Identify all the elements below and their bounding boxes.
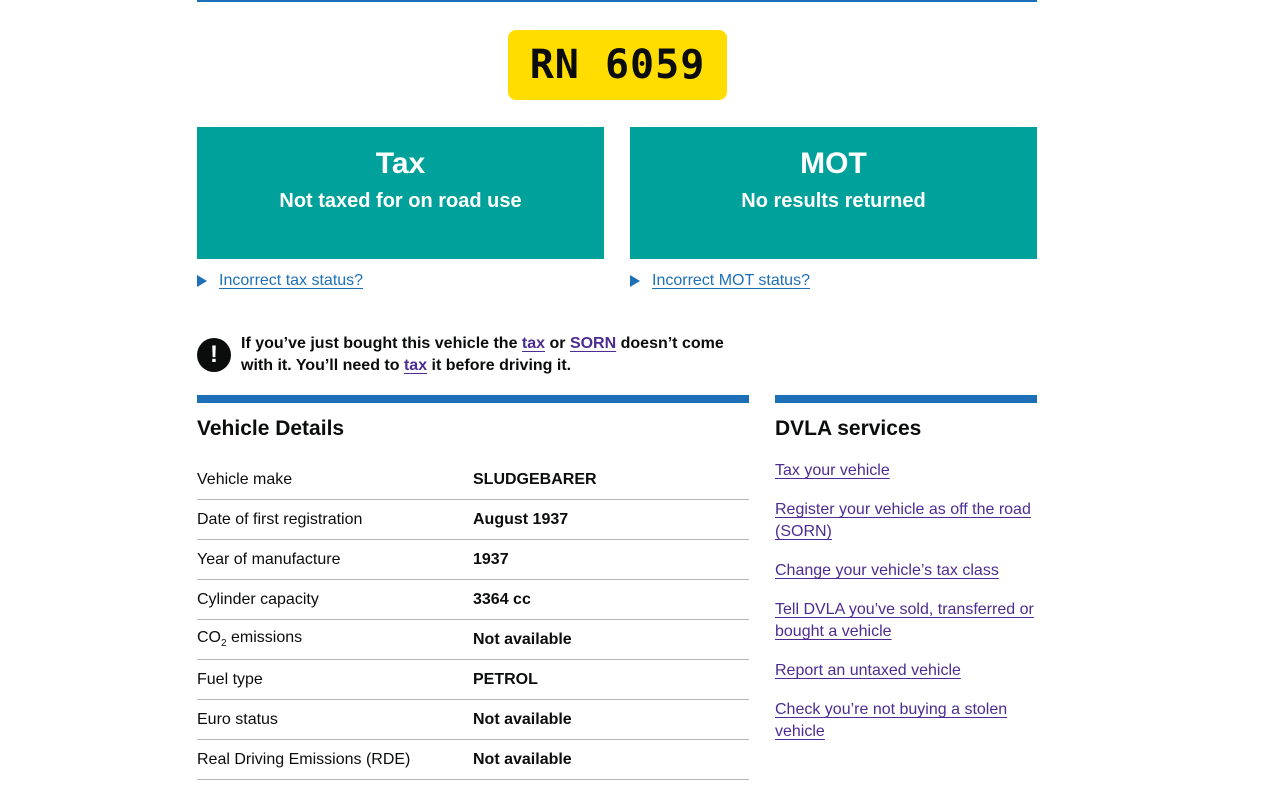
detail-row-euro-status	[197, 700, 749, 740]
detail-row-fuel-type	[197, 660, 749, 700]
incorrect-mot-status-link[interactable]: Incorrect MOT status?	[652, 272, 810, 289]
tax-status-panel	[197, 127, 604, 259]
mot-status-title: MOT	[800, 147, 867, 180]
registration-plate: RN 6059	[508, 30, 727, 100]
service-item	[775, 660, 1040, 682]
service-item	[775, 499, 1040, 543]
top-rule	[197, 0, 1037, 2]
detail-row-year-of-manufacture	[197, 540, 749, 580]
vehicle-details-rule	[197, 395, 749, 403]
check-stolen-link[interactable]: Check you’re not buying a stolen vehicle	[775, 701, 1008, 740]
detail-row-cylinder-capacity	[197, 580, 749, 620]
dvla-services-list	[775, 460, 1040, 760]
co2-key-subscript: 2	[221, 638, 227, 650]
dvla-services-rule	[775, 395, 1037, 403]
detail-key: Date of first registration	[197, 510, 363, 528]
co2-key-suffix: emissions	[226, 629, 303, 647]
warning-text	[241, 333, 757, 377]
disclosure-triangle-icon	[630, 275, 640, 287]
warning-callout	[197, 333, 757, 377]
vehicle-details-heading: Vehicle Details	[197, 417, 345, 440]
detail-key: Vehicle make	[197, 470, 293, 488]
incorrect-tax-details[interactable]	[197, 272, 363, 290]
service-item	[775, 460, 1040, 482]
detail-key: Real Driving Emissions (RDE)	[197, 750, 411, 768]
detail-value: Not available	[473, 630, 572, 648]
tax-link[interactable]: tax	[521, 335, 546, 352]
mot-status-text: No results returned	[741, 190, 926, 212]
warning-text-part: or	[545, 335, 570, 352]
detail-value: Not available	[473, 710, 572, 728]
detail-value: 1937	[473, 550, 509, 568]
disclosure-triangle-icon	[197, 275, 207, 287]
service-item	[775, 560, 1040, 582]
service-item	[775, 699, 1040, 743]
warning-text-part: doesn’t come with it. You’ll need to	[241, 335, 724, 374]
register-sorn-link[interactable]: Register your vehicle as off the road (SORN)	[775, 501, 1031, 540]
detail-value: August 1937	[473, 510, 569, 528]
tell-dvla-sold-link[interactable]: Tell DVLA you’ve sold, transferred or bought a vehicle	[775, 601, 1034, 640]
detail-key: Euro status	[197, 710, 278, 728]
detail-key: Year of manufacture	[197, 550, 341, 568]
tax-link-2[interactable]: tax	[403, 357, 428, 374]
detail-value: SLUDGEBARER	[473, 470, 597, 488]
tax-your-vehicle-link[interactable]: Tax your vehicle	[775, 462, 890, 479]
incorrect-mot-details[interactable]	[630, 272, 810, 290]
tax-status-title: Tax	[375, 147, 426, 180]
warning-text-part: If you’ve just bought this vehicle the	[241, 335, 522, 352]
mot-status-panel	[630, 127, 1037, 259]
incorrect-tax-status-link[interactable]: Incorrect tax status?	[219, 272, 364, 289]
detail-value: 3364 cc	[473, 590, 531, 608]
detail-row-co2-emissions	[197, 620, 749, 660]
change-tax-class-link[interactable]: Change your vehicle’s tax class	[775, 562, 999, 579]
detail-row-first-registration	[197, 500, 749, 540]
vehicle-details-list	[197, 460, 749, 780]
detail-row-vehicle-make	[197, 460, 749, 500]
detail-key: Cylinder capacity	[197, 590, 319, 608]
detail-value: PETROL	[473, 670, 538, 688]
report-untaxed-link[interactable]: Report an untaxed vehicle	[775, 662, 961, 679]
detail-key: Fuel type	[197, 670, 263, 688]
detail-key	[197, 629, 473, 649]
detail-value: Not available	[473, 750, 572, 768]
sorn-link[interactable]: SORN	[569, 335, 617, 352]
detail-row-rde	[197, 740, 749, 780]
dvla-services-heading: DVLA services	[775, 417, 922, 440]
tax-status-text: Not taxed for on road use	[279, 190, 522, 212]
warning-icon: !	[197, 338, 231, 372]
service-item	[775, 599, 1040, 643]
warning-text-part: it before driving it.	[427, 357, 572, 374]
co2-key-prefix: CO	[197, 629, 221, 647]
